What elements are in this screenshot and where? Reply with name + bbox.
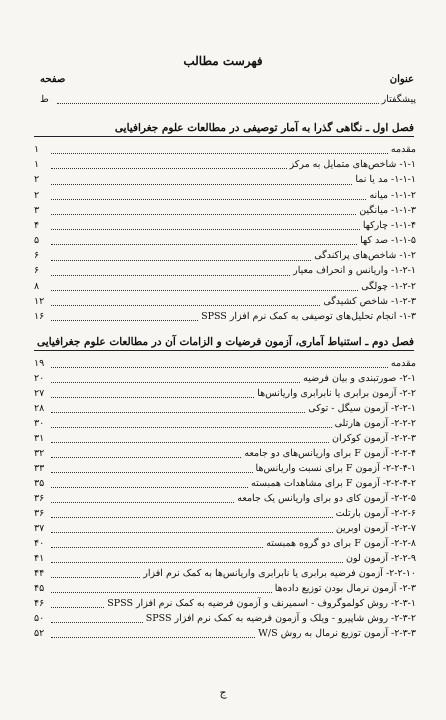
entry-page: ۲۸ (34, 403, 45, 414)
toc-entry (34, 294, 416, 309)
entry-page: ۱ (34, 159, 40, 171)
entry-title: ۲-۲-۲- آزمون هارتلی (334, 418, 416, 429)
entry-page: ۱ (34, 143, 40, 155)
toc-entry (34, 581, 416, 596)
leader-dots (51, 319, 198, 321)
entry-title: ۲-۳-۲- روش شاپیرو - ویلک و آزمون فرضیه به کمک نرم افزار SPSS (145, 613, 416, 624)
entry-title: ۲-۲-۴-۱- آزمون F برای نسبت واریانس‌ها (255, 463, 416, 474)
entry-title: ۲-۲-۵- آزمون کای دو برای واریانس یک جامعه (237, 493, 416, 504)
entry-title: ۲-۲-۳- آزمون کوکران (332, 433, 416, 444)
entry-title: مقدمه (390, 358, 416, 369)
toc-entry (34, 279, 416, 294)
toc-entry (34, 596, 416, 611)
entry-page: ۴۱ (34, 553, 45, 564)
chapter-1-list (34, 142, 416, 324)
toc-entry (34, 356, 416, 371)
toc-entry (34, 476, 416, 491)
entry-title: ۱-۱- شاخص‌های متمایل به مرکز (289, 159, 416, 171)
leader-dots (51, 561, 343, 563)
entry-page: ۳۳ (34, 463, 45, 474)
entry-title: ۱-۱-۲- میانه (369, 189, 416, 201)
entry-title: ۲-۲-۹- آزمون لون (346, 553, 416, 564)
chapter-1-heading (34, 122, 414, 137)
entry-page: ۳۱ (34, 433, 45, 444)
leader-dots (51, 213, 356, 215)
toc-entry (34, 203, 416, 218)
leader-dots (51, 243, 357, 245)
leader-dots (51, 441, 329, 443)
leader-dots (51, 576, 140, 578)
leader-dots (51, 591, 272, 593)
leader-dots (51, 471, 253, 473)
entry-title: ۱-۲- شاخص‌های پراکندگی (314, 250, 416, 262)
entry-page: ۱۶ (34, 311, 45, 323)
toc-entry (34, 371, 416, 386)
column-header-page: صفحه (40, 74, 66, 85)
leader-dots (51, 228, 360, 230)
entry-page: ۳۷ (34, 523, 45, 534)
toc-entry (34, 491, 416, 506)
entry-page: ۳۰ (34, 418, 45, 429)
toc-entry (34, 401, 416, 416)
entry-title: ۱-۲-۲- چولگی (361, 280, 416, 292)
leader-dots (51, 198, 366, 200)
entry-title: ۲-۲-۴- آزمون F برای واریانس‌های دو جامعه (244, 448, 416, 459)
entry-page: ۶ (34, 265, 40, 277)
leader-dots (51, 289, 358, 291)
toc-entry (34, 264, 416, 279)
entry-page: ۲ (34, 189, 40, 201)
leader-dots (51, 486, 248, 488)
chapter-2-title: فصل دوم ـ استنباط آماری، آزمون فرضیات و الزامات آن در مطالعات علوم جغرافیایی (37, 336, 414, 348)
entry-page: ۶ (34, 250, 40, 262)
entry-page: ۳۶ (34, 493, 45, 504)
leader-dots (51, 636, 255, 638)
toc-entry (34, 446, 416, 461)
leader-dots (51, 531, 333, 533)
preface-page: ط (40, 93, 49, 105)
toc-entry (34, 309, 416, 324)
leader-dots (51, 411, 305, 413)
entry-page: ۵۰ (34, 613, 45, 624)
entry-page: ۲۰ (34, 373, 45, 384)
entry-title: ۲-۲-۱- آزمون سیگل - توکی (308, 403, 416, 414)
entry-page: ۴۵ (34, 583, 45, 594)
leader-dots (51, 501, 234, 503)
entry-title: ۲-۲-۱۰- آزمون فرضیه برابری یا نابرابری واریانس‌ها به کمک نرم افزار (143, 568, 416, 579)
entry-page: ۲ (34, 174, 40, 186)
entry-title: ۱-۳- انجام تحلیل‌های توصیفی به کمک نرم افزار SPSS (201, 311, 416, 323)
toc-entry (34, 431, 416, 446)
toc-entry (34, 188, 416, 203)
page-title: فهرست مطالب (183, 54, 263, 68)
entry-title: ۱-۱-۱- مد یا نما (355, 174, 416, 186)
leader-dots (51, 426, 332, 428)
chapter-1-title: فصل اول ـ نگاهی گذرا به آمار توصیفی در مطالعات علوم جغرافیایی (114, 122, 414, 134)
entry-page: ۲۷ (34, 388, 45, 399)
toc-entry (34, 461, 416, 476)
entry-page: ۳ (34, 204, 40, 216)
toc-entry (34, 506, 416, 521)
entry-page: ۴ (34, 219, 40, 231)
leader-dots (51, 381, 300, 383)
entry-page: ۳۲ (34, 448, 45, 459)
toc-entry (34, 157, 416, 172)
entry-title: ۱-۲-۳- شاخص کشیدگی (323, 295, 416, 307)
chapter-2-list (34, 356, 416, 641)
entry-title: ۲-۲-۷- آزمون اوبرین (335, 523, 416, 534)
toc-entry (34, 611, 416, 626)
leader-dots (51, 259, 311, 261)
entry-page: ۴۰ (34, 538, 45, 549)
leader-dots (51, 456, 241, 458)
chapter-2-rule (34, 350, 414, 351)
toc-entry (34, 142, 416, 157)
leader-dots (57, 102, 379, 104)
leader-dots (51, 621, 143, 623)
leader-dots (51, 183, 352, 185)
entry-title: ۲-۲-۴-۲- آزمون F برای مشاهدات همبسته (251, 478, 416, 489)
toc-entry (34, 536, 416, 551)
entry-page: ۳۶ (34, 508, 45, 519)
toc-entry (34, 172, 416, 187)
leader-dots (51, 546, 263, 548)
leader-dots (51, 516, 333, 518)
chapter-1-rule (34, 136, 414, 137)
toc-entry (34, 248, 416, 263)
preface-title: پیشگفتار (381, 93, 416, 105)
toc-entry (34, 551, 416, 566)
toc-entry (34, 233, 416, 248)
preface-entry (40, 92, 416, 107)
leader-dots (51, 606, 104, 608)
entry-page: ۳۵ (34, 478, 45, 489)
entry-page: ۵ (34, 235, 40, 247)
leader-dots (51, 366, 388, 368)
toc-entry (34, 521, 416, 536)
entry-title: ۲-۲- آزمون برابری یا نابرابری واریانس‌ها (257, 388, 416, 399)
entry-page: ۴۶ (34, 598, 45, 609)
entry-title: ۲-۲-۸- آزمون F برای دو گروه همبسته (266, 538, 416, 549)
leader-dots (51, 304, 320, 306)
column-header-title: عنوان (389, 74, 414, 85)
chapter-2-heading (34, 336, 414, 351)
leader-dots (51, 167, 287, 169)
entry-page: ۸ (34, 280, 40, 292)
page-number: ج (219, 686, 227, 699)
toc-entry (34, 218, 416, 233)
entry-title: ۱-۱-۴- چارکها (362, 219, 416, 231)
entry-title: ۲-۱- صورتبندی و بیان فرضیه (303, 373, 416, 384)
entry-page: ۱۲ (34, 295, 45, 307)
entry-title: ۱-۲-۱- واریانس و انحراف معیار (293, 265, 416, 277)
entry-title: ۱-۱-۳- میانگین (359, 204, 416, 216)
entry-title: ۲-۲-۶- آزمون بارتلت (335, 508, 416, 519)
entry-title: ۲-۳-۳- آزمون توزیع نرمال به روش W/S (258, 628, 416, 639)
toc-entry (34, 386, 416, 401)
entry-title: ۲-۳-۱- روش کولموگروف - اسمیرنف و آزمون فرضیه به کمک نرم افزار SPSS (107, 598, 416, 609)
toc-entry (34, 566, 416, 581)
entry-title: ۱-۱-۵- صد کها (360, 235, 416, 247)
entry-page: ۵۲ (34, 628, 45, 639)
entry-page: ۱۹ (34, 358, 45, 369)
leader-dots (51, 396, 254, 398)
toc-entry (34, 416, 416, 431)
leader-dots (51, 152, 388, 154)
toc-entry (34, 626, 416, 641)
entry-page: ۴۴ (34, 568, 45, 579)
leader-dots (51, 274, 290, 276)
entry-title: مقدمه (390, 143, 416, 155)
entry-title: ۲-۳- آزمون نرمال بودن توزیع داده‌ها (274, 583, 416, 594)
